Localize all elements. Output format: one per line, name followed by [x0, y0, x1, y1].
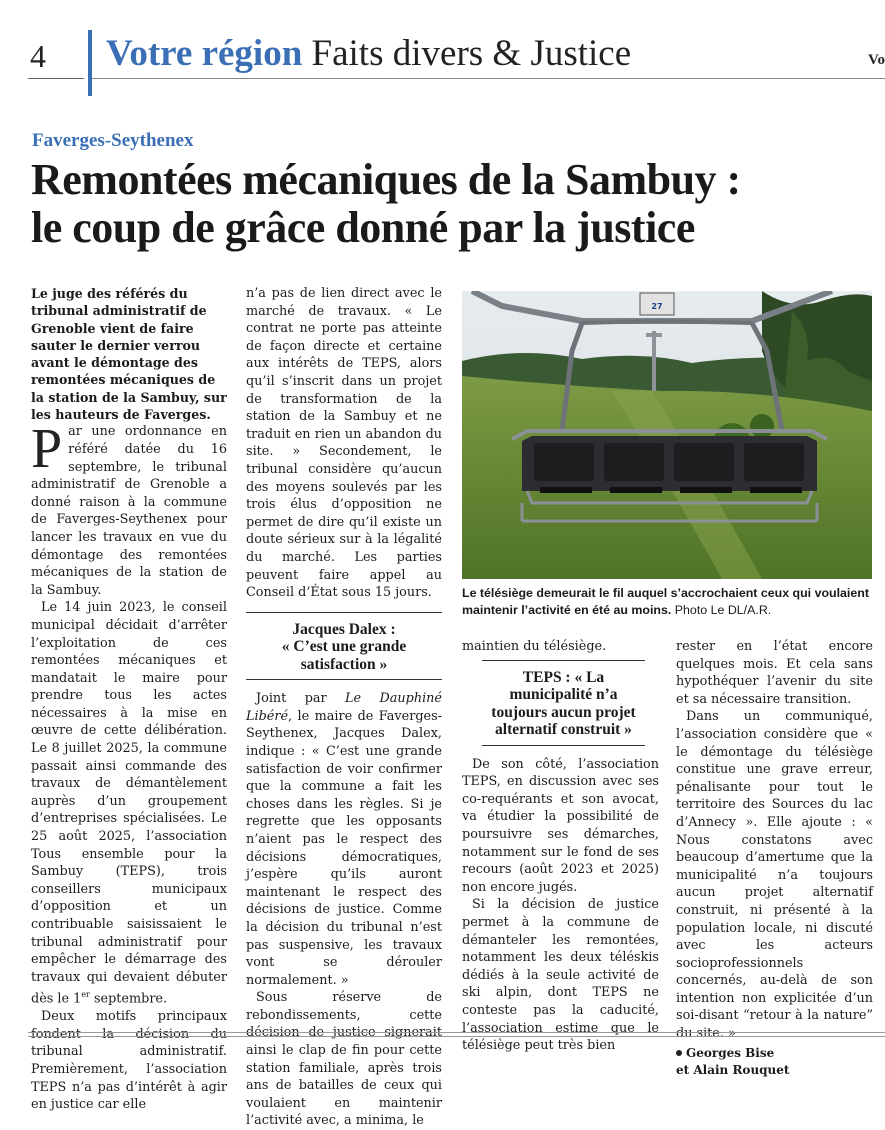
page-bottom-rule [28, 1032, 885, 1037]
author-name: et Alain Rouquet [676, 1062, 790, 1077]
photo-credit: Photo Le DL/A.R. [674, 602, 772, 617]
header-edge-fragment: Vo [868, 52, 885, 68]
body-paragraph [31, 418, 227, 599]
body-paragraph [31, 599, 227, 1008]
chair-number: 27 [651, 302, 663, 311]
headline-line-1: Remontées mécaniques de la Sambuy : [31, 155, 741, 204]
body-paragraph: De son côté, l’association TEPS, en discussion avec ses co-requérants et son avocat, va étudier la possibilité de poursuivre ses démarches, notamment sur le fond de ses recours (août 2023 et 2025) non encore jugés. [462, 756, 659, 895]
bullet-icon [676, 1050, 682, 1056]
headline-line-2: le coup de grâce donné par la justice [31, 203, 695, 252]
section-title [106, 32, 631, 75]
section-region: Votre région [106, 33, 303, 74]
article-headline [31, 156, 871, 252]
body-paragraph: maintien du télésiège. [462, 639, 607, 654]
body-paragraph [246, 690, 442, 989]
paragraph-text: 1 [73, 991, 82, 1007]
paragraph-text: septembre. [89, 991, 168, 1007]
pull-quote-text: « C’est une grande satisfaction » [281, 638, 407, 673]
chairlift-photo [462, 291, 872, 579]
article-column-4 [676, 638, 873, 1079]
author-name: Georges Bise [686, 1045, 775, 1060]
chairlift-image [462, 291, 872, 579]
paragraph-text: Le 14 juin 2023, le conseil municipal décidait d’arrêter l’exploitation de ces remontées mécaniques et mandatait le maire pour prendre tous les actes nécessaires à la mise en œuvre de cette délibération. Le 8 juillet 2025, la commune passait ainsi commande des travaux de démantèlement auprès d’un groupement d’entreprises spécialisées. Le 25 août 2025, l’association Tous ensemble pour la Sambuy (TEPS), trois conseillers municipaux d’opposition et un contribuable saisissaient le tribunal administratif pour empêcher le démarrage des travaux qui devaient débuter dès le [31, 600, 227, 1007]
pull-quote-mayor [246, 612, 442, 681]
article-lead: Le juge des référés du tribunal administratif de Grenoble vient de faire sauter le dernier verrou avant le démontage des remontées mécaniques de la station de la Sambuy, sur les hauteurs de Faverges. [31, 286, 227, 423]
page-header [0, 0, 885, 96]
body-paragraph: rester en l’état encore quelques mois. Et cela sans hypothéquer l’avenir du site et sa nécessaire transition. [676, 639, 873, 707]
paragraph-text: ar une ordonnance en référé datée du 16 septembre, le tribunal administratif de Grenoble a donné raison à la commune de Faverges-Seythenex pour lancer les travaux en vue du démontage des remontées mécaniques de la station de la Sambuy. [31, 424, 227, 598]
header-accent-bar [88, 30, 92, 96]
body-paragraph: Sous réserve de rebondissements, cette décision de justice signerait ainsi le clap de fin pour cette station familiale, après trois ans de batailles de ceux qui voulaient en maintenir l’activité avec, a minima, le [246, 990, 442, 1129]
section-name: Faits divers & Justice [311, 33, 632, 74]
body-paragraph: n’a pas de lien direct avec le marché de travaux. « Le contrat ne porte pas atteinte de façon directe et certaine aux intérêts de TEPS, alors qu’il s’inscrit dans un projet de transformation de la station de la Sambuy et ne traduit en rien un abandon du site. » Secondement, le tribunal considère qu’aucun des moyens soulevés par les trois élus d’opposition ne permet de dire qu’il existe un doute sérieux sur à la légalité du marché. Les parties peuvent faire appel au Conseil d’État sous 15 jours. [246, 286, 442, 601]
header-rule [28, 78, 84, 79]
header-divider [92, 78, 885, 79]
caption-text: Le télésiège demeurait le fil auquel s’accrochaient ceux qui voulaient maintenir l’activité en été au moins. [462, 586, 869, 617]
paragraph-text: , le maire de Faverges-Seythenex, Jacques Dalex, indique : « C’est une grande satisfaction de voir confirmer que la commune a fait les choses dans les règles. Si je regrette que les opposants n’aient pas le respect des décisions démocratiques, j’espère qu’ils auront maintenant le respect des décisions de justice. Comme la décision du tribunal n’est pas suspensive, les travaux vont se dérouler normalement. » [246, 708, 442, 988]
article-authors [676, 1045, 873, 1079]
body-paragraph: Dans un communiqué, l’association considère que « le démontage du télésiège constitue une grave erreur, pénalisante pour tout le territoire des Sources du lac d’Annecy ». Elle ajoute : « Nous constatons avec beaucoup d’amertume que la municipalité n’a toujours aucun projet alternatif construit, ni présenté à la population locale, ni discuté avec les acteurs socioprofessionnels concernés, au-delà de son intention non explicitée d’un soi-disant “retour à la nature” du site. » [676, 709, 873, 1042]
newspaper-name: Le Dauphiné Libéré [246, 691, 442, 724]
drop-cap: P [31, 418, 63, 481]
pull-quote-teps: TEPS : « La municipalité n’a toujours aucun projet alternatif construit » [482, 660, 645, 746]
article-column-3 [462, 638, 659, 1055]
body-paragraph: Si la décision de justice permet à la commune de démanteler les remontées, notamment les deux téléskis dédiés à la seule activité de ski alpin, dont TEPS ne conteste pas la caducité, l’association estime que le télésiège peut très bien [462, 897, 659, 1054]
paragraph-text: Joint par [256, 691, 346, 707]
body-paragraph: Deux motifs principaux fondent la décision du tribunal administratif. Premièrement, l’association TEPS n’a pas d’intérêt à agir en justice car elle [31, 1009, 227, 1113]
article-column-2 [246, 285, 442, 1130]
photo-caption [462, 585, 877, 618]
superscript: er [81, 990, 90, 1000]
article-kicker: Faverges-Seythenex [32, 130, 194, 151]
article-column-1 [31, 285, 227, 1114]
pull-quote-name: Jacques Dalex : [292, 620, 396, 638]
page-number: 4 [30, 38, 46, 74]
